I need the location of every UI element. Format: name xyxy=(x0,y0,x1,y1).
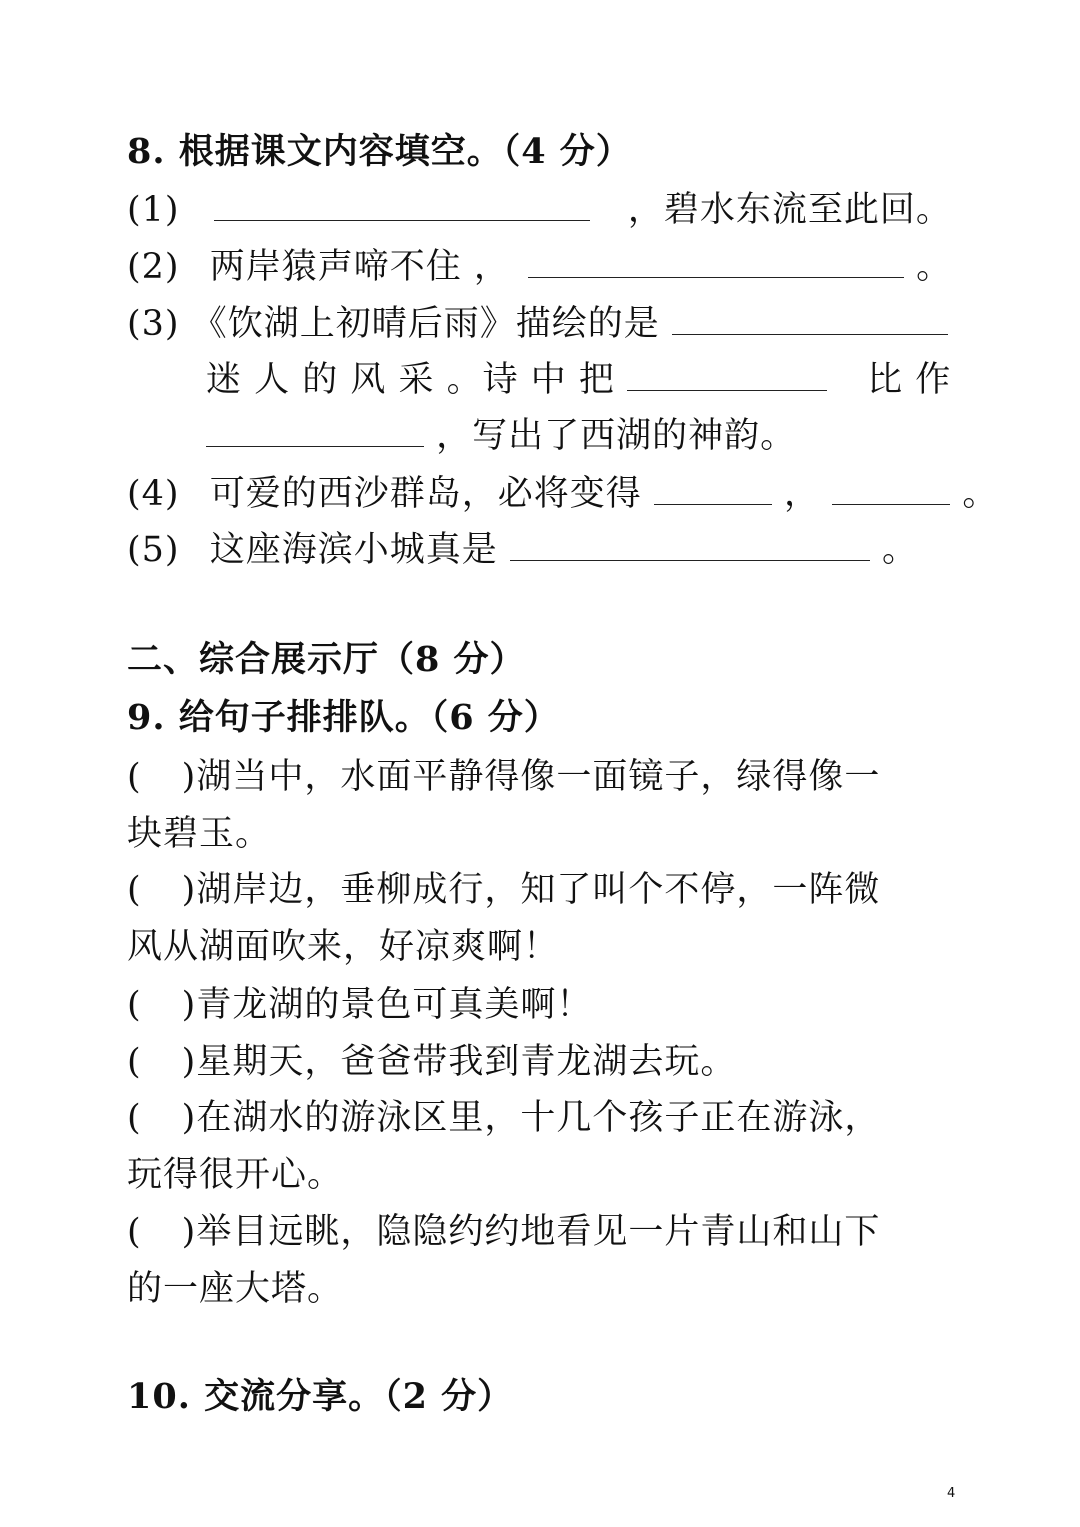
close-paren: ) xyxy=(181,1042,197,1082)
q9-sentence xyxy=(127,755,880,799)
close-paren: ) xyxy=(181,985,197,1025)
fill-blank[interactable] xyxy=(672,304,948,335)
open-paren: ( xyxy=(127,1212,142,1252)
item-number: (4) xyxy=(127,474,180,514)
fill-blank[interactable] xyxy=(627,360,827,391)
item-text: 两岸猿声啼不住 ， xyxy=(209,247,510,287)
q8-item-3 xyxy=(127,302,948,346)
sentence-continuation: 块碧玉。 xyxy=(127,814,272,854)
open-paren: ( xyxy=(127,1042,142,1082)
item-text: 。 xyxy=(916,247,953,287)
item-number: (5) xyxy=(127,530,180,570)
item-text: ，写出了西湖的神韵。 xyxy=(436,416,797,456)
question-8-title: 8. 根据课文内容填空。（4 分） xyxy=(127,131,632,172)
fill-blank[interactable] xyxy=(832,474,950,505)
open-paren: ( xyxy=(127,1098,142,1138)
sentence-text: 湖岸边，垂柳成行，知了叫个不停，一阵微 xyxy=(196,870,881,910)
close-paren: ) xyxy=(181,757,197,797)
q8-item-3-line2 xyxy=(206,358,951,402)
sentence-text: 在湖水的游泳区里，十几个孩子正在游泳， xyxy=(196,1098,881,1138)
fill-blank[interactable] xyxy=(214,190,590,221)
question-9-title: 9. 给句子排排队。（6 分） xyxy=(127,697,560,738)
sentence-continuation: 风从湖面吹来，好凉爽啊！ xyxy=(127,927,560,967)
q9-sentence xyxy=(127,1210,880,1254)
item-number: (1) xyxy=(127,190,180,230)
item-text: 可爱的西沙群岛，必将变得 xyxy=(209,474,642,514)
question-10-title: 10. 交流分享。（2 分） xyxy=(127,1376,514,1417)
sentence-text: 举目远眺，隐隐约约地看见一片青山和山下 xyxy=(196,1212,881,1252)
item-text: 。 xyxy=(962,474,999,514)
open-paren: ( xyxy=(127,870,142,910)
close-paren: ) xyxy=(181,1212,197,1252)
q9-sentence xyxy=(127,868,880,912)
fill-blank[interactable] xyxy=(528,247,904,278)
item-text: ， xyxy=(784,474,821,514)
sentence-text: 星期天，爸爸带我到青龙湖去玩。 xyxy=(196,1042,737,1082)
sentence-continuation: 的一座大塔。 xyxy=(127,1269,344,1309)
sentence-text: 青龙湖的景色可真美啊！ xyxy=(196,985,593,1025)
q8-item-4 xyxy=(127,472,998,516)
open-paren: ( xyxy=(127,985,142,1025)
page-number: 4 xyxy=(947,1486,956,1501)
open-paren: ( xyxy=(127,757,142,797)
close-paren: ) xyxy=(181,870,197,910)
q8-item-2 xyxy=(127,245,952,289)
fill-blank[interactable] xyxy=(510,530,870,561)
item-text: ，碧水东流至此回。 xyxy=(627,190,952,230)
item-number: (2) xyxy=(127,247,180,287)
q8-item-1 xyxy=(127,188,952,232)
q9-sentence xyxy=(127,1096,880,1140)
item-text: 这座海滨小城真是 xyxy=(209,530,498,570)
item-number: (3) xyxy=(127,304,180,344)
item-text: 《饮湖上初晴后雨》描绘的是 xyxy=(191,304,660,344)
item-text: 比 作 xyxy=(867,360,952,400)
q8-item-5 xyxy=(127,528,918,572)
q9-sentence xyxy=(127,1040,736,1084)
item-text: 。 xyxy=(882,530,919,570)
q9-sentence xyxy=(127,983,592,1027)
item-text: 迷 人 的 风 采 。诗 中 把 xyxy=(206,360,615,400)
fill-blank[interactable] xyxy=(654,474,772,505)
fill-blank[interactable] xyxy=(206,416,424,447)
close-paren: ) xyxy=(181,1098,197,1138)
q8-item-3-line3 xyxy=(206,414,796,458)
sentence-continuation: 玩得很开心。 xyxy=(127,1155,344,1195)
section-2-title: 二、综合展示厅（8 分） xyxy=(127,639,526,680)
sentence-text: 湖当中，水面平静得像一面镜子，绿得像一 xyxy=(196,757,881,797)
